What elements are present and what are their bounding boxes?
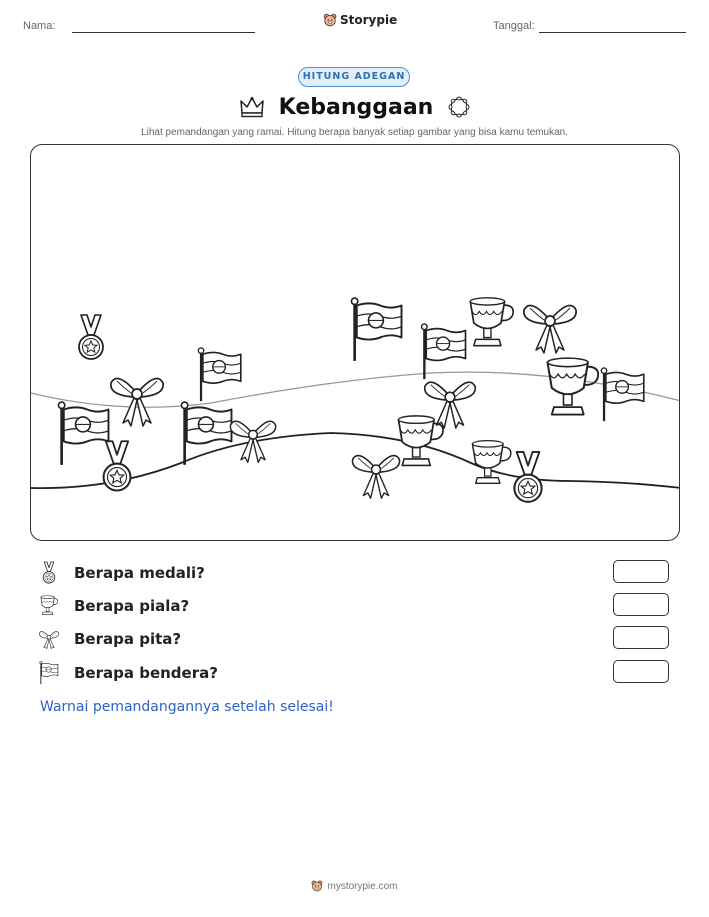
medal-icon: [41, 561, 57, 585]
flag-icon: [349, 297, 405, 363]
question-ribbon: [38, 627, 181, 651]
counting-scene: [30, 144, 680, 541]
medal-icon: [511, 449, 545, 507]
name-label: Nama:: [23, 20, 56, 32]
question-medal: [38, 561, 205, 585]
title-text: Kebanggaan: [278, 94, 434, 120]
instructions: Lihat pemandangan yang ramai. Hitung berapa banyak setiap gambar yang bisa kamu temukan.: [141, 127, 568, 138]
medal-icon: [76, 313, 106, 363]
ribbon-icon: [107, 369, 167, 429]
answer-box-medal[interactable]: [613, 560, 669, 583]
question-text: Berapa piala?: [74, 597, 190, 615]
trophy-icon: [463, 295, 519, 353]
footer-url[interactable]: mystorypie.com: [327, 880, 398, 892]
flag-icon: [39, 661, 59, 685]
ribbon-icon: [519, 296, 581, 356]
trophy-icon: [466, 438, 516, 490]
date-label: Tanggal:: [493, 20, 535, 32]
question-trophy: [38, 594, 189, 618]
answer-box-ribbon[interactable]: [613, 626, 669, 649]
crown-icon: [239, 96, 265, 118]
flag-icon: [599, 367, 647, 423]
bear-icon: [311, 880, 323, 892]
trophy-icon: [539, 355, 605, 423]
ribbon-icon: [227, 412, 279, 466]
answer-box-flag[interactable]: [613, 660, 669, 683]
question-flag: [38, 661, 218, 685]
flag-icon: [197, 347, 243, 403]
wreath-icon: [447, 95, 471, 119]
date-line[interactable]: [539, 32, 686, 33]
page-title: [230, 92, 480, 122]
ribbon-icon: [421, 372, 479, 432]
ribbon-icon: [349, 447, 403, 501]
bear-icon: [323, 13, 337, 27]
ribbon-icon: [38, 628, 60, 650]
brand-name: Storypie: [340, 13, 398, 27]
name-line[interactable]: [72, 32, 255, 33]
question-text: Berapa bendera?: [74, 664, 218, 682]
closing-note: Warnai pemandangannya setelah selesai!: [40, 699, 334, 715]
trophy-icon: [38, 595, 60, 617]
question-text: Berapa medali?: [74, 564, 205, 582]
answer-box-trophy[interactable]: [613, 593, 669, 616]
question-text: Berapa pita?: [74, 630, 182, 648]
brand-logo: [323, 13, 397, 27]
category-badge: HITUNG ADEGAN: [298, 67, 410, 87]
flag-icon: [56, 401, 112, 467]
footer: [0, 880, 709, 892]
